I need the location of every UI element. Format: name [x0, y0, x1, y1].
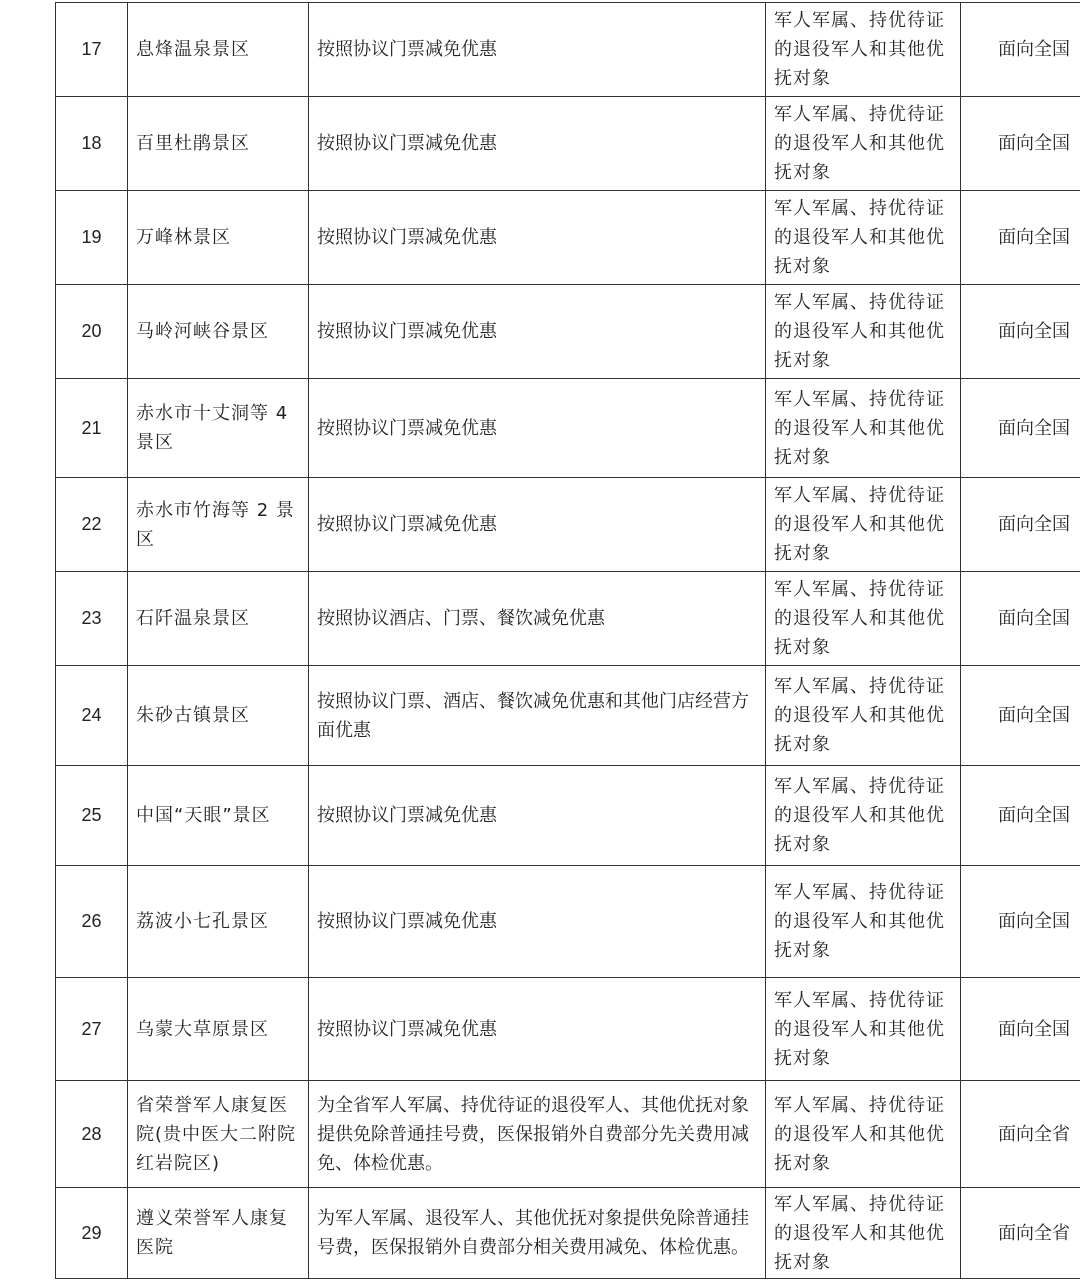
table-row	[56, 1081, 1080, 1188]
eligible-recipients: 军人军属、持优待证的退役军人和其他优抚对象	[766, 1081, 961, 1188]
eligible-recipients: 军人军属、持优待证的退役军人和其他优抚对象	[766, 666, 961, 766]
coverage-scope: 面向全国	[961, 666, 1080, 766]
benefit-description: 按照协议门票减免优惠	[309, 978, 766, 1081]
benefit-description: 按照协议门票减免优惠	[309, 285, 766, 379]
venue-name: 遵义荣誉军人康复医院	[128, 1188, 309, 1279]
venue-name: 乌蒙大草原景区	[128, 978, 309, 1081]
row-number: 29	[56, 1188, 128, 1279]
table-row	[56, 478, 1080, 572]
benefit-description: 按照协议门票减免优惠	[309, 866, 766, 978]
row-number: 21	[56, 379, 128, 478]
row-number: 25	[56, 766, 128, 866]
benefit-description: 按照协议门票减免优惠	[309, 379, 766, 478]
table-row	[56, 191, 1080, 285]
coverage-scope: 面向全国	[961, 766, 1080, 866]
venue-name: 石阡温泉景区	[128, 572, 309, 666]
venue-name: 荔波小七孔景区	[128, 866, 309, 978]
eligible-recipients: 军人军属、持优待证的退役军人和其他优抚对象	[766, 191, 961, 285]
eligible-recipients: 军人军属、持优待证的退役军人和其他优抚对象	[766, 766, 961, 866]
eligible-recipients: 军人军属、持优待证的退役军人和其他优抚对象	[766, 3, 961, 97]
table-row	[56, 766, 1080, 866]
benefit-description: 按照协议门票减免优惠	[309, 478, 766, 572]
eligible-recipients: 军人军属、持优待证的退役军人和其他优抚对象	[766, 1188, 961, 1279]
benefit-description: 为军人军属、退役军人、其他优抚对象提供免除普通挂号费，医保报销外自费部分相关费用减免、体检优惠。	[309, 1188, 766, 1279]
venue-name: 朱砂古镇景区	[128, 666, 309, 766]
table-row	[56, 3, 1080, 97]
row-number: 24	[56, 666, 128, 766]
table-row	[56, 866, 1080, 978]
venue-name: 赤水市竹海等 2 景区	[128, 478, 309, 572]
coverage-scope: 面向全国	[961, 379, 1080, 478]
benefits-table	[55, 2, 1080, 1279]
table-row	[56, 97, 1080, 191]
row-number: 17	[56, 3, 128, 97]
table-row	[56, 572, 1080, 666]
venue-name: 息烽温泉景区	[128, 3, 309, 97]
eligible-recipients: 军人军属、持优待证的退役军人和其他优抚对象	[766, 478, 961, 572]
table-row	[56, 285, 1080, 379]
eligible-recipients: 军人军属、持优待证的退役军人和其他优抚对象	[766, 866, 961, 978]
coverage-scope: 面向全国	[961, 97, 1080, 191]
table-row	[56, 379, 1080, 478]
benefit-description: 按照协议门票减免优惠	[309, 191, 766, 285]
venue-name: 百里杜鹃景区	[128, 97, 309, 191]
coverage-scope: 面向全省	[961, 1081, 1080, 1188]
coverage-scope: 面向全国	[961, 191, 1080, 285]
row-number: 20	[56, 285, 128, 379]
coverage-scope: 面向全国	[961, 478, 1080, 572]
venue-name: 中国“天眼”景区	[128, 766, 309, 866]
row-number: 26	[56, 866, 128, 978]
benefit-description: 按照协议门票减免优惠	[309, 766, 766, 866]
venue-name: 赤水市十丈洞等 4 景区	[128, 379, 309, 478]
eligible-recipients: 军人军属、持优待证的退役军人和其他优抚对象	[766, 978, 961, 1081]
row-number: 28	[56, 1081, 128, 1188]
eligible-recipients: 军人军属、持优待证的退役军人和其他优抚对象	[766, 285, 961, 379]
table-row	[56, 978, 1080, 1081]
venue-name: 马岭河峡谷景区	[128, 285, 309, 379]
table-row	[56, 666, 1080, 766]
benefit-description: 按照协议酒店、门票、餐饮减免优惠	[309, 572, 766, 666]
coverage-scope: 面向全国	[961, 866, 1080, 978]
venue-name: 省荣誉军人康复医院(贵中医大二附院红岩院区)	[128, 1081, 309, 1188]
coverage-scope: 面向全国	[961, 3, 1080, 97]
row-number: 23	[56, 572, 128, 666]
eligible-recipients: 军人军属、持优待证的退役军人和其他优抚对象	[766, 379, 961, 478]
row-number: 22	[56, 478, 128, 572]
row-number: 18	[56, 97, 128, 191]
row-number: 27	[56, 978, 128, 1081]
table-row	[56, 1188, 1080, 1279]
benefit-description: 按照协议门票减免优惠	[309, 97, 766, 191]
coverage-scope: 面向全国	[961, 572, 1080, 666]
row-number: 19	[56, 191, 128, 285]
eligible-recipients: 军人军属、持优待证的退役军人和其他优抚对象	[766, 97, 961, 191]
eligible-recipients: 军人军属、持优待证的退役军人和其他优抚对象	[766, 572, 961, 666]
benefit-description: 为全省军人军属、持优待证的退役军人、其他优抚对象提供免除普通挂号费，医保报销外自费部分先关费用减免、体检优惠。	[309, 1081, 766, 1188]
venue-name: 万峰林景区	[128, 191, 309, 285]
coverage-scope: 面向全省	[961, 1188, 1080, 1279]
benefit-description: 按照协议门票减免优惠	[309, 3, 766, 97]
coverage-scope: 面向全国	[961, 978, 1080, 1081]
benefit-description: 按照协议门票、酒店、餐饮减免优惠和其他门店经营方面优惠	[309, 666, 766, 766]
coverage-scope: 面向全国	[961, 285, 1080, 379]
